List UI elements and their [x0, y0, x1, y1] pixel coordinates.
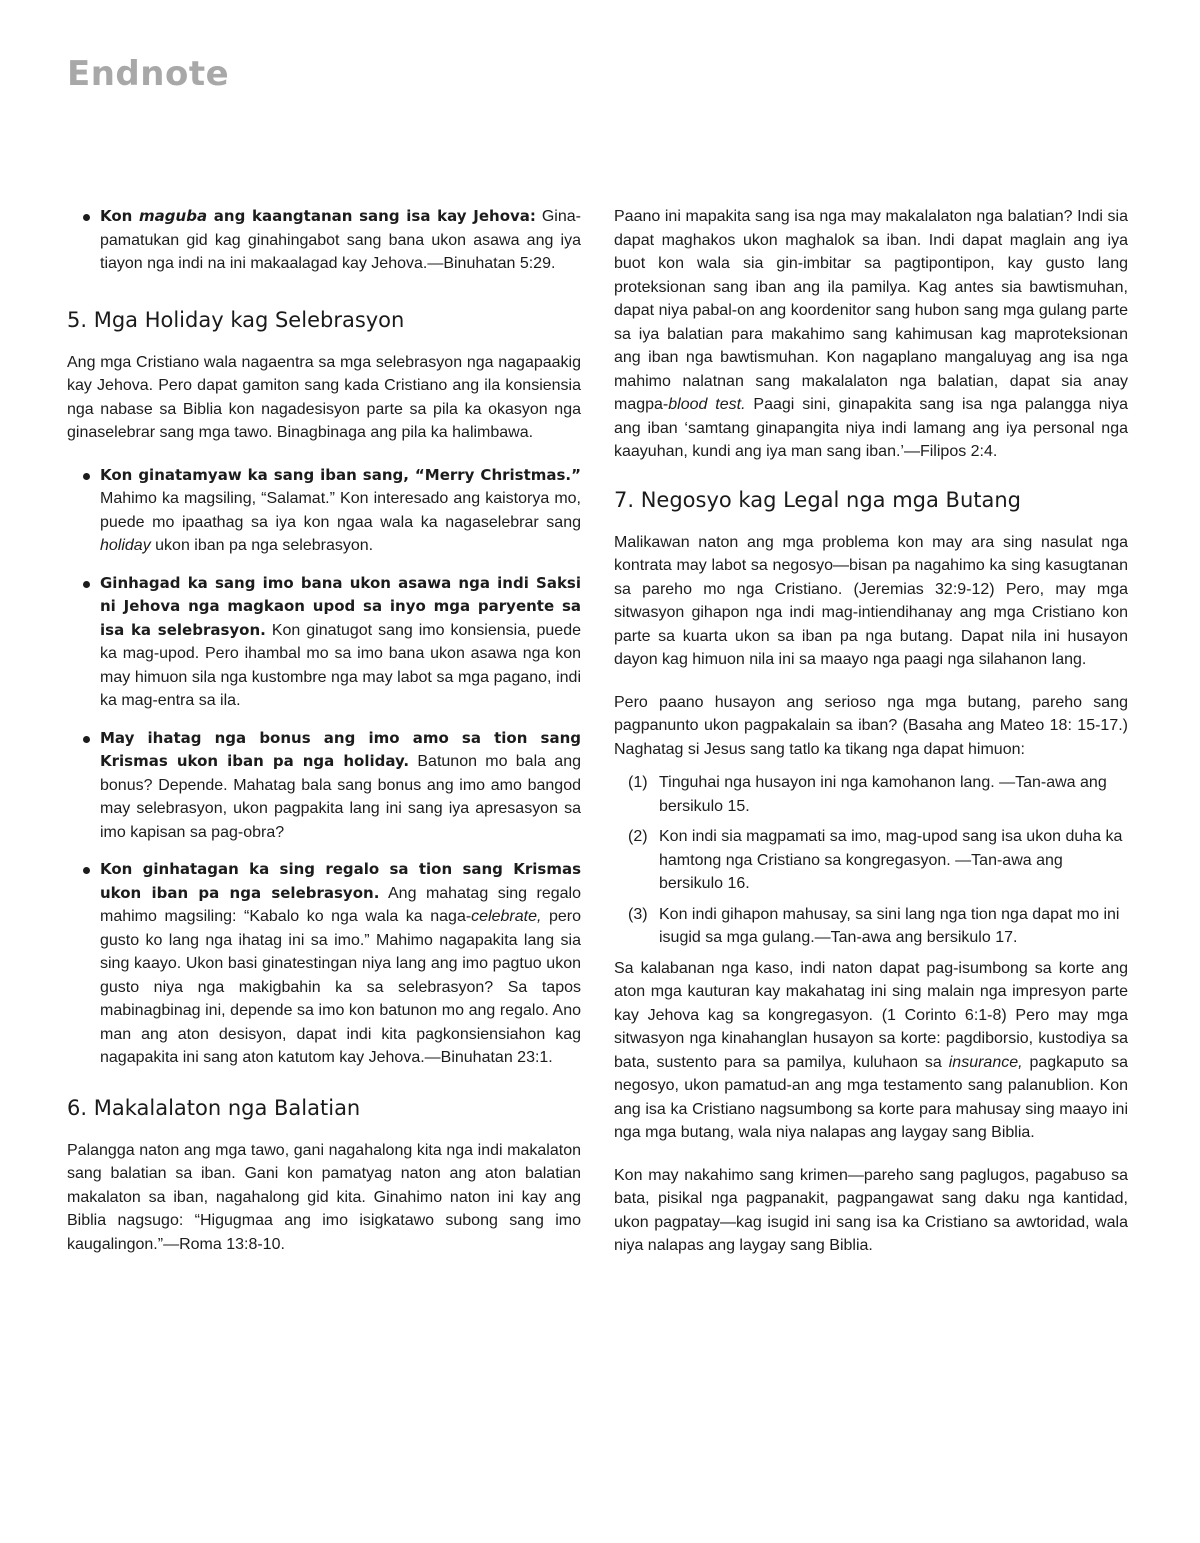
- left-column: [67, 205, 581, 1256]
- step-number: (3): [628, 905, 648, 923]
- step-text: Tinguhai nga husayon ini nga kamohanon lang. —Tan-awa ang bersikulo 15.: [659, 774, 1107, 815]
- section-7-paragraph-2: Pero paano husayon ang serioso nga mga butang, pareho sang pagpanunto ukon pagpakalain sa iban? (Basaha ang Mateo 18: 15-17.) Naghatag si Jesus sang tatlo ka tikang nga dapat himuon:: [614, 693, 1128, 758]
- bullet-body: Mahimo ka magsiling, “Salamat.” Kon interesado ang kaistorya mo, puede mo ipaathag sa iya kon ngaa wala ka nagaselebrar sang: [100, 490, 581, 531]
- section-6-heading: 6. Makalalaton nga Balatian: [67, 1095, 361, 1120]
- step-item: [628, 825, 1128, 896]
- step-item: [628, 903, 1128, 950]
- bullet-body: Ang mahatag sing regalo mahimo magsiling: “Kabalo ko nga wala ka naga-: [100, 884, 581, 925]
- bullet-lead: Kon maguba ang kaangtanan sang isa kay Jehova:: [100, 207, 536, 225]
- step-number: (2): [628, 828, 648, 845]
- bullet-text: [100, 572, 581, 713]
- section-6-paragraph: Palangga naton ang mga tawo, gani nagahalong kita nga indi makalaton sang balatian sa iban. Gani kon pamatyag naton ang aton balatian makalaton sa iban, nagahalong gid kita. Ginahimo naton ini kay ang Biblia nagsugo: “Higugmaa ang imo isigkatawo subong sang imo kaugalingon.”—Roma 13:8-10.: [67, 1141, 581, 1253]
- bullet-text: Kon ginhatagan ka sing regalo sa tion sang Krismas ukon iban pa nga selebrasyon. Ang mahatag sing regalo mahimo magsiling: “Kabalo ko nga wala ka naga-celebrate, pero gusto ko lang nga ihatag ini sa imo.” Mahimo nagapakita lang sia sing kaayo. Ukon basi ginatestingan niya lang ang imo pagtuo ukon gusto niya nga makigbahin ka sa selebrasyon? Sa tapos mabinagbinag ini, depende sa imo kon batunon mo ang regalo. Ano man ang aton desisyon, dapat indi kita pagkonsiensiahon kag nagapakita ini sang aton katutom kay Jehova.—Binuhatan 23:1.: [100, 860, 581, 1066]
- section-5-paragraph: Ang mga Cristiano wala nagaentra sa mga selebrasyon nga nagapaakig kay Jehova. Pero dapat gamiton sang kada Cristiano ang ila konsiensia nga nabase sa Biblia kon nagadesisyon parte sa pila ka okasyon nga ginaselebrar sang mga tawo. Binagbinaga ang pila ka halimbawa.: [67, 353, 581, 441]
- section-5-heading: 5. Mga Holiday kag Selebrasyon: [67, 307, 405, 332]
- bullet-item: [83, 858, 581, 1070]
- bullet-body: Batunon mo bala ang bonus? Depende. Mahatag bala sang bonus ang imo amo bangod may selebrasyon, ukon pagpakita lang ini sang iya apresasyon sa imo kapisan sa pag-obra?: [100, 753, 581, 841]
- bullet-text: [100, 205, 581, 276]
- step-text: Kon indi sia magpamati sa imo, mag-upod sang isa ukon duha ka hamtong nga Cristiano sa kongregasyon. —Tan-awa ang bersikulo 16.: [659, 828, 1123, 892]
- intro-bullet-list: [67, 205, 581, 276]
- bullet-lead: Kon ginhatagan ka sing regalo sa tion sang Krismas ukon iban pa nga selebrasyon.: [100, 860, 581, 902]
- step-number: (1): [628, 774, 648, 791]
- section-5-bullet-list: [67, 464, 581, 1070]
- bullet-item: [83, 464, 581, 558]
- bullet-text: [100, 727, 581, 845]
- bullet-body: Kon ginatugot sang imo konsiensia, puede ka mag-upod. Pero ihambal mo sa imo bana ukon asawa nga kon may himuon sila nga kustombre nga may labot sa mga pagano, indi ka mag-entra sa ila.: [100, 621, 582, 709]
- bullet-text: Kon ginatamyaw ka sang iban sang, “Merry Christmas.” Mahimo ka magsiling, “Salamat.” Kon interesado ang kaistorya mo, puede mo ipaathag sa iya kon ngaa wala ka nagaselebrar sang holiday ukon iban pa nga selebrasyon.: [100, 465, 581, 554]
- bullet-body: Ginapamatukan gid kag ginahingabot sang bana ukon asawa ang iya tiayon nga indi na ini makaalagad kay Jehova.—Binuhatan 5:29.: [100, 208, 581, 272]
- right-column: [614, 205, 1128, 1258]
- steps-list: [614, 771, 1128, 950]
- page-title: Endnote: [67, 54, 230, 94]
- section-7-heading: 7. Negosyo kag Legal nga mga Butang: [614, 487, 1022, 512]
- bullet-lead: Kon ginatamyaw ka sang iban sang, “Merry Christmas.”: [100, 465, 581, 484]
- section-7-paragraph-4: Kon may nakahimo sang krimen—pareho sang paglugos, pagabuso sa bata, pisikal nga pagpanakit, pagpangawat sang daku nga kantidad, ukon pagpatay—kag isugid ini sang isa ka Cristiano sa awtoridad, wala niya nalapas ang laygay sang Biblia.: [614, 1166, 1128, 1254]
- section-6-continued-paragraph: Paano ini mapakita sang isa nga may makalalaton nga balatian? Indi sia dapat maghakos ukon maghalok sa iban. Indi dapat maglain ang iya buot kon wala sia gin-imbitar sa pagtipontipon, kay gusto lang proteksionan sang iban ang ila pamilya. Kag antes sia bawtismuhan, dapat niya pabal-on ang koordenitor sang hubon sang mga gulang parte sa iya balatian para makahimo sang kahimusan kag maproteksionan ang iban nga bawtismuhan. Kon nagaplano mangaluyag ang isa nga mahimo nalatnan sang makalalaton nga balatian, dapat sia anay magpa-blood test. Paagi sini, ginapakita sang isa nga palangga niya ang iban ‘samtang ginapangita niya indi lamang ang iya personal nga kaayuhan, kundi ang iya man sang iban.’—Filipos 2:4.: [614, 208, 1129, 460]
- bullet-lead: Ginhagad ka sang imo bana ukon asawa nga indi Saksi ni Jehova nga magkaon upod sa inyo mga paryente sa isa ka selebrasyon.: [100, 573, 581, 639]
- bullet-lead: May ihatag nga bonus ang imo amo sa tion sang Krismas ukon iban pa nga holiday.: [100, 728, 581, 770]
- bullet-item: [83, 205, 581, 276]
- section-7-paragraph-3: Sa kalabanan nga kaso, indi naton dapat pag-isumbong sa korte ang aton mga kauturan kay makahatag ini sing malain nga impresyon parte kay Jehova kag sa kongregasyon. (1 Corinto 6:1-8) Pero may mga sitwasyon nga kinahanglan husayon sa korte: pagdiborsio, kustodiya sa bata, sustento para sa pamilya, kuluhaon sa insurance, pagkaputo sa negosyo, ukon pamatud-an ang mga testamento sang palanublion. Kon ang isa ka Cristiano nagsumbong sa korte para mahusay sing maayo ini nga mga butang, wala niya nalapas ang laygay sang Biblia.: [614, 959, 1128, 1141]
- step-item: [628, 771, 1128, 818]
- bullet-item: [83, 727, 581, 845]
- step-text: Kon indi gihapon mahusay, sa sini lang nga tion nga dapat mo ini isugid sa mga gulang.—Tan-awa ang bersikulo 17.: [659, 905, 1120, 946]
- section-7-paragraph-1: Malikawan naton ang mga problema kon may ara sing nasulat nga kontrata may labot sa negosyo—bisan pa nagahimo ka sing kasugtanan sa pareho mo nga Cristiano. (Jeremias 32:9-12) Pero, may mga sitwasyon gihapon nga indi mag-intiendihanay ang mga Cristiano kon parte sa kuarta ukon sa iban pa nga butang. Dapat nila ini husayon dayon kag himuon nila ini sa maayo nga paagi nga silahanon lang.: [614, 533, 1128, 668]
- bullet-item: [83, 572, 581, 713]
